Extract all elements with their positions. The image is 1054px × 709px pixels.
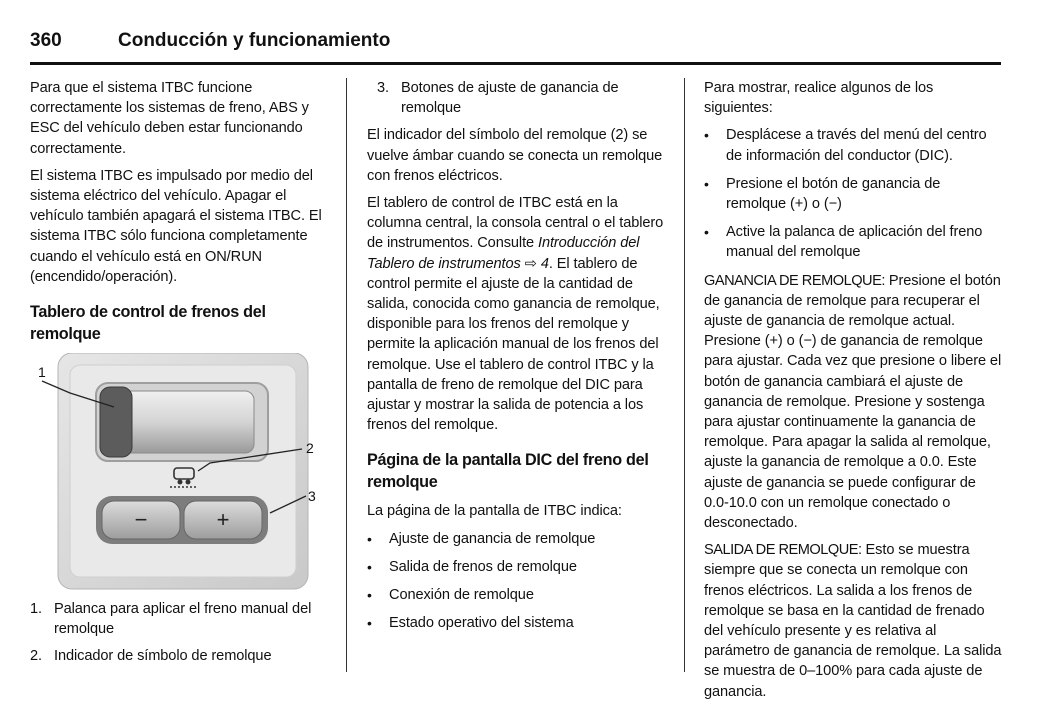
minus-label: −: [134, 507, 148, 533]
page-arrow-icon: ⇨: [524, 255, 537, 272]
column-2: [367, 78, 667, 641]
bullet: •: [704, 175, 709, 192]
item-text: Conexión de remolque: [389, 587, 534, 604]
control-panel-figure: [30, 353, 330, 593]
section-heading: Tablero de control de frenos del remolque: [30, 303, 266, 344]
paragraph-text: El tablero de control de ITBC está en la columna central, la consola central o el tablero de instrumentos. Consulte: [367, 195, 664, 252]
bullet-list: [367, 529, 667, 634]
item-text: Palanca para aplicar el freno manual del remolque: [54, 601, 312, 638]
item-text: Presione el botón de ganancia de remolque (+) o (−): [726, 175, 941, 213]
paragraph-text: Esto se muestra siempre que se conecta un remolque con frenos eléctricos. La salida a los frenos de remolque se basa en la cantidad de frenado del vehículo presente y es relativa al parámetro de ganancia de remolque. La salida se muestra de 0–100% para cada ajuste de ganancia.: [704, 542, 1002, 700]
paragraph: [704, 540, 1004, 702]
list-item: [367, 613, 667, 633]
bullet: •: [367, 558, 372, 575]
list-item: [30, 646, 330, 666]
cross-reference: Introducción del Tablero de instrumentos: [367, 235, 640, 272]
page-number: 360: [30, 30, 62, 51]
paragraph: Para mostrar, realice algunos de los siguientes:: [704, 80, 934, 117]
section-heading: Página de la pantalla DIC del freno del remolque: [367, 451, 649, 492]
callout-2: 2: [306, 440, 314, 457]
control-panel-illustration: [30, 353, 330, 593]
callout-1: 1: [38, 364, 46, 381]
reference-page: 4: [540, 255, 549, 272]
paragraph-text: . El tablero de control permite el ajuste de la cantidad de salida, conocida como ganancia de remolque, disponible para los frenos del remolque y permite la aplicación manual de los frenos del remolque. Use el tablero de control ITBC y la pantalla de freno de remolque del DIC para ajustar y mostrar la salida de potencia a los frenos del remolque.: [367, 255, 660, 434]
manual-brake-lever: [114, 391, 254, 453]
paragraph: El sistema ITBC es impulsado por medio del sistema eléctrico del vehículo. Apagar el vehículo también apagará el sistema ITBC. El sistema ITBC sólo funciona completamente cuando el vehículo está en ON/RUN (encendido/operación).: [30, 167, 322, 285]
bullet: •: [704, 127, 709, 144]
column-3: [704, 78, 1004, 709]
page-header: [30, 30, 1001, 64]
bullet-list: [704, 125, 1004, 262]
bullet: •: [367, 587, 372, 604]
output-label: SALIDA DE REMOLQUE:: [704, 542, 862, 559]
item-text: Active la palanca de aplicación del freno manual del remolque: [726, 224, 983, 261]
list-item: [367, 557, 667, 577]
item-text: Indicador de símbolo de remolque: [54, 648, 272, 665]
item-text: Desplácese a través del menú del centro de información del conductor (DIC).: [726, 127, 987, 164]
item-text: Botones de ajuste de ganancia de remolque: [401, 80, 619, 117]
list-item: [704, 125, 1004, 165]
bullet: •: [367, 615, 372, 632]
header-rule: [30, 62, 1001, 65]
paragraph: La página de la pantalla de ITBC indica:: [367, 503, 622, 520]
item-text: Salida de frenos de remolque: [389, 558, 577, 575]
list-item: [704, 174, 1004, 214]
item-number: 2.: [30, 648, 42, 665]
callout-3: 3: [308, 488, 316, 505]
column-divider: [346, 78, 347, 672]
paragraph-text: Presione el botón de ganancia de remolque para recuperar el ajuste de ganancia de remolque actual. Presione (+) o (−) de ganancia de remolque para ajustar. Cada vez que presione o libere el botón de ganancia cambiará el ajuste de ganancia de remolque. Presione y sostenga para ajustar continuamente la ganancia de remolque. Para apagar la salida al remolque, ajuste la ganancia de remolque a 0.0. Este ajuste de ganancia se puede configurar de 0.0-10.0 con un remolque conectado o desconectado.: [704, 272, 1002, 532]
item-number: 3.: [377, 80, 389, 96]
bullet: •: [704, 224, 709, 241]
gain-label: GANANCIA DE REMOLQUE:: [704, 272, 885, 289]
lever-end-cap: [100, 387, 132, 457]
list-item: [367, 78, 667, 118]
column-divider: [684, 78, 685, 672]
list-item: [367, 529, 667, 549]
paragraph: [367, 193, 667, 435]
list-item: [704, 222, 1004, 262]
column-1: [30, 78, 330, 674]
list-item: [30, 599, 330, 639]
list-item: [367, 585, 667, 605]
plus-label: +: [216, 507, 230, 533]
paragraph: Para que el sistema ITBC funcione correctamente los sistemas de freno, ABS y ESC del vehículo deben estar funcionando correctamente.: [30, 80, 309, 157]
item-text: Estado operativo del sistema: [389, 615, 574, 632]
item-text: Ajuste de ganancia de remolque: [389, 530, 596, 547]
section-title: Conducción y funcionamiento: [118, 30, 391, 51]
bullet: •: [367, 530, 372, 547]
paragraph: El indicador del símbolo del remolque (2) se vuelve ámbar cuando se conecta un remolque con frenos eléctricos.: [367, 127, 663, 184]
paragraph: [704, 271, 1004, 534]
item-number: 1.: [30, 601, 42, 618]
